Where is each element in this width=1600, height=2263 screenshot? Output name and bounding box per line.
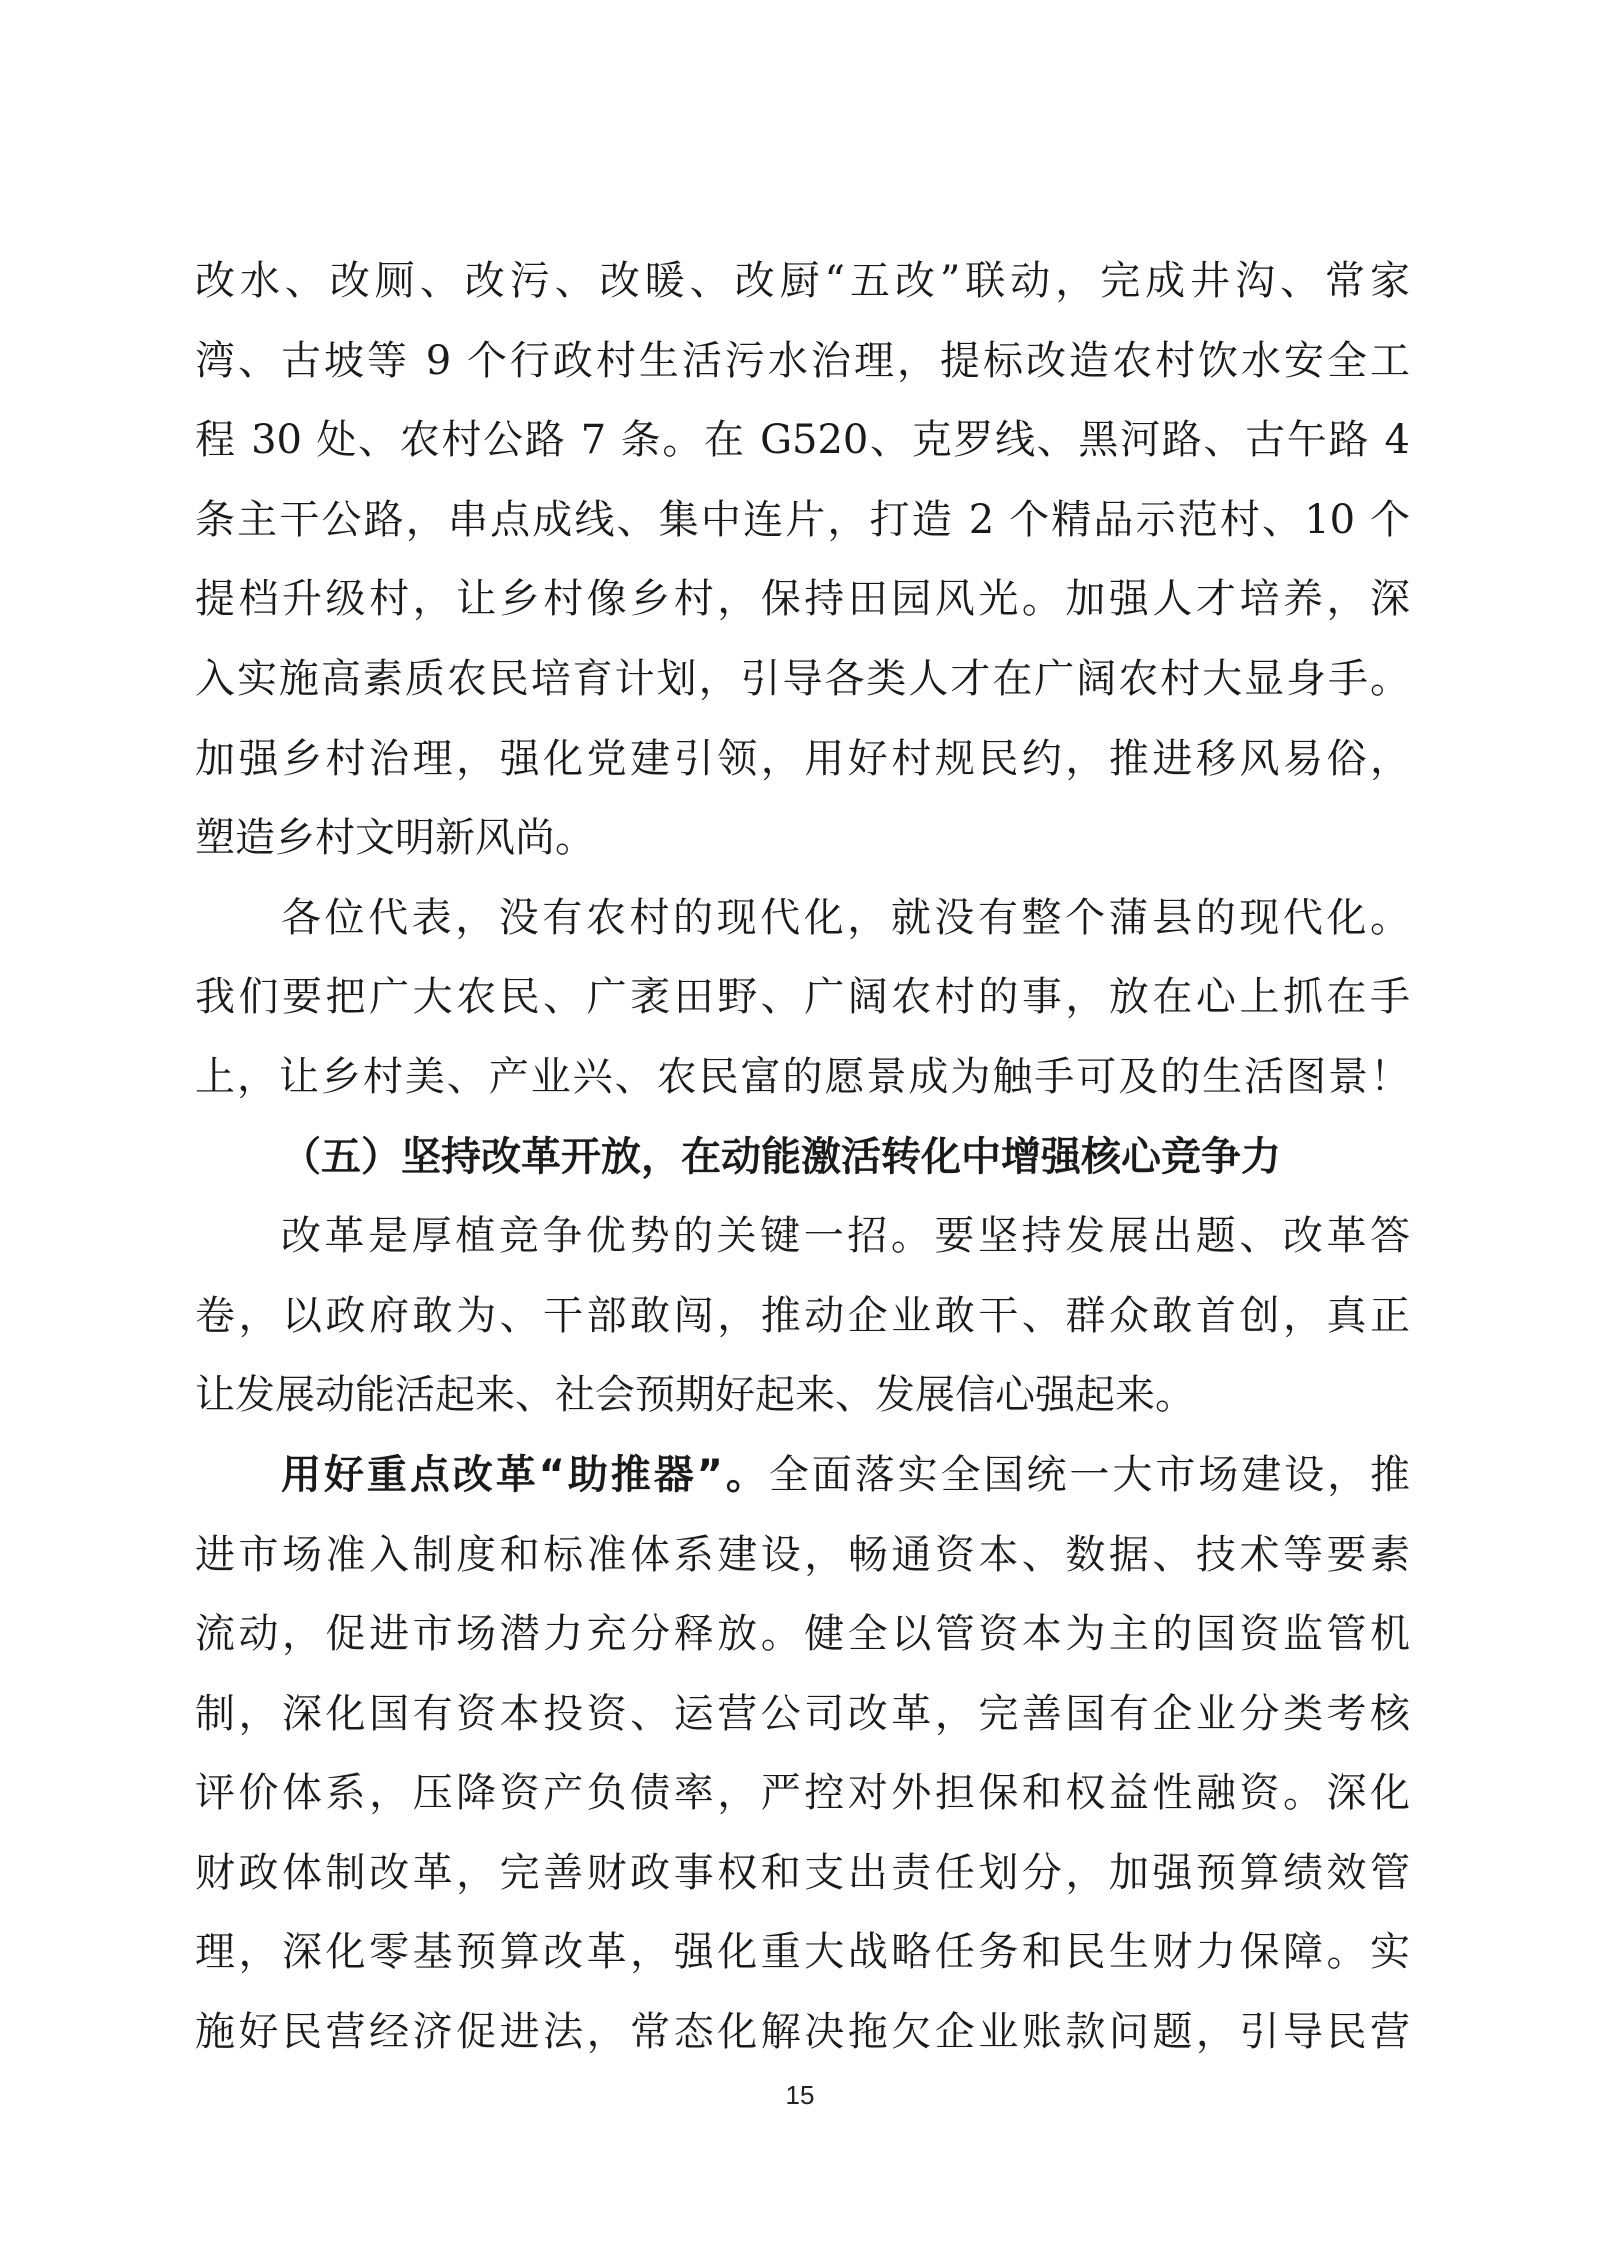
paragraph-line: 改革是厚植竞争优势的关键一招。要坚持发展出题、改革答 (281, 1213, 1410, 1260)
page-number: 15 (785, 2080, 815, 2110)
paragraph-line: 卷，以政府敢为、干部敢闯，推动企业敢干、群众敢首创，真正 (195, 1292, 1410, 1339)
paragraph-line: 流动，促进市场潜力充分释放。健全以管资本为主的国资监管机 (195, 1611, 1410, 1658)
paragraph-lead-rest: 全面落实全国统一大市场建设，推 (768, 1451, 1411, 1498)
paragraph-line: 入实施高素质农民培育计划，引导各类人才在广阔农村大显身手。 (195, 655, 1410, 702)
paragraph-line: 加强乡村治理，强化党建引领，用好村规民约，推进移风易俗， (195, 735, 1410, 782)
paragraph-line: 提档升级村，让乡村像乡村，保持田园风光。加强人才培养，深 (195, 576, 1410, 623)
paragraph-line: 评价体系，压降资产负债率，严控对外担保和权益性融资。深化 (195, 1770, 1410, 1817)
paragraph-lead: 用好重点改革“助推器”。 (281, 1451, 769, 1498)
paragraph-line: 条主干公路，串点成线、集中连片，打造 2 个精品示范村、10 个 (195, 496, 1410, 543)
paragraph-line: 理，深化零基预算改革，强化重大战略任务和民生财力保障。实 (195, 1929, 1410, 1976)
paragraph-line: 财政体制改革，完善财政事权和支出责任划分，加强预算绩效管 (195, 1849, 1410, 1896)
body-text (195, 242, 1410, 2073)
paragraph-line: 改水、改厕、改污、改暖、改厨“五改”联动，完成井沟、常家 (195, 258, 1410, 304)
paragraph-line: 我们要把广大农民、广袤田野、广阔农村的事，放在心上抓在手 (195, 974, 1410, 1021)
paragraph-line: 程 30 处、农村公路 7 条。在 G520、克罗线、黑河路、古午路 4 (195, 417, 1410, 464)
paragraph-line: 进市场准入制度和标准体系建设，畅通资本、数据、技术等要素 (195, 1531, 1410, 1578)
paragraph-line: 让发展动能活起来、社会预期好起来、发展信心强起来。 (195, 1372, 1195, 1419)
paragraph-line: 制，深化国有资本投资、运营公司改革，完善国有企业分类考核 (195, 1690, 1410, 1737)
paragraph-line: 上，让乡村美、产业兴、农民富的愿景成为触手可及的生活图景！ (195, 1053, 1410, 1100)
paragraph-line-with-lead (195, 1436, 1410, 1516)
paragraph-line: 各位代表，没有农村的现代化，就没有整个蒲县的现代化。 (281, 894, 1410, 941)
paragraph-line: 塑造乡村文明新风尚。 (195, 815, 595, 862)
section-heading: （五）坚持改革开放，在动能激活转化中增强核心竞争力 (281, 1133, 1281, 1180)
paragraph-line: 湾、古坡等 9 个行政村生活污水治理，提标改造农村饮水安全工 (195, 337, 1410, 384)
paragraph-line: 施好民营经济促进法，常态化解决拖欠企业账款问题，引导民营 (195, 2009, 1410, 2056)
